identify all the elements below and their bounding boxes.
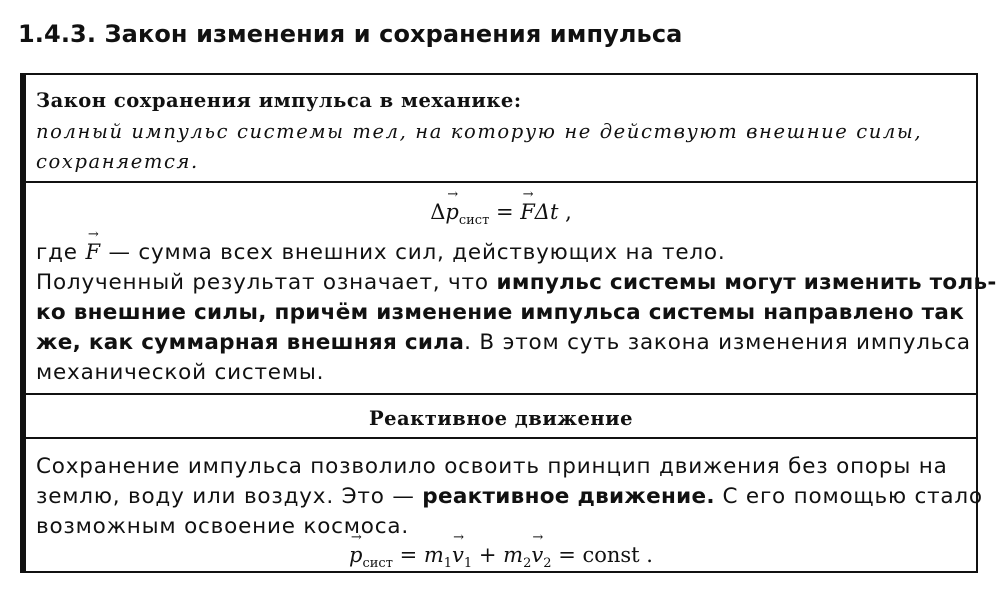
p-subscript: сист — [458, 213, 490, 228]
velocity-1-subscript: 1 — [463, 556, 473, 571]
where-pre: где — [36, 240, 86, 265]
reactive-l2-normal: землю, воду или воздух. Это — — [36, 484, 423, 509]
result-l2-bold: ко внешние силы, причём изменение импульса системы направлено так — [36, 300, 965, 325]
formula-dot: . — [639, 543, 653, 567]
momentum-conservation-formula — [26, 543, 976, 571]
p-vector: → p — [445, 200, 458, 224]
reactive-heading: Реактивное движение — [368, 407, 634, 430]
where-line — [36, 240, 726, 265]
result-l3-normal: . В этом суть закона изменения импульса — [464, 330, 971, 355]
law-section — [26, 75, 976, 181]
law-text-line-1: полный импульс системы тел, на которую не действуют внешние силы, — [36, 120, 923, 143]
result-l1-bold: импульс системы могут изменить толь- — [496, 270, 997, 295]
divider — [26, 393, 976, 395]
result-l1-normal: Полученный результат означает, что — [36, 270, 497, 295]
f-vector: → F — [520, 200, 535, 224]
equals-sign: = — [392, 543, 424, 567]
reactive-line-2 — [36, 484, 983, 509]
result-line-3 — [36, 330, 971, 355]
result-l3-bold: же, как суммарная внешняя сила — [36, 330, 465, 355]
plus-sign: + — [472, 543, 504, 567]
mass-2: m — [503, 543, 524, 567]
equals-sign-2: = — [551, 543, 583, 567]
law-text-line-2: сохраняется. — [36, 150, 199, 173]
page-title: 1.4.3. Закон изменения и сохранения импульса — [18, 20, 683, 48]
momentum-change-formula — [26, 200, 976, 228]
p-vector: → p — [349, 543, 362, 567]
reactive-line-1: Сохранение импульса позволило освоить принцип движения без опоры на — [36, 454, 948, 479]
mass-1: m — [423, 543, 444, 567]
reactive-section — [26, 439, 983, 571]
delta-symbol: Δ — [430, 200, 446, 224]
change-section — [26, 183, 997, 393]
content-box — [20, 73, 997, 573]
velocity-2-subscript: 2 — [543, 556, 552, 571]
result-line-1 — [36, 270, 997, 295]
velocity-1-vector: → v — [452, 543, 464, 567]
where-post: — сумма всех внешних сил, действующих на тело. — [100, 240, 726, 265]
reactive-l2-bold: реактивное движение. — [422, 484, 715, 509]
mass-1-subscript: 1 — [443, 556, 453, 571]
const-text: const — [582, 543, 640, 567]
mass-2-subscript: 2 — [523, 556, 532, 571]
reactive-l2-tail: С его помощью стало — [714, 484, 983, 509]
formula-comma: , — [558, 200, 572, 224]
law-heading: Закон сохранения импульса в механике: — [36, 89, 522, 112]
delta-t: Δt — [534, 200, 559, 224]
reactive-line-3: возможным освоение космоса. — [36, 514, 409, 539]
velocity-2-vector: → v — [531, 543, 543, 567]
result-line-2 — [36, 300, 964, 325]
p-subscript: сист — [362, 556, 393, 571]
equals-sign: = — [489, 200, 521, 224]
result-line-4: механической системы. — [36, 360, 325, 385]
f-vector-inline: → F — [85, 240, 100, 264]
